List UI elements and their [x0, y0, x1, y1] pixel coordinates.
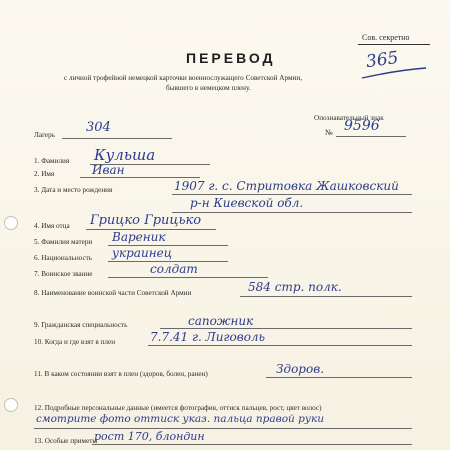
field-10-label: 10. Когда и где взят в плен	[34, 338, 116, 346]
field-8-rule	[240, 296, 412, 297]
field-3-value: 1907 г. с. Стритовка Жашковский	[174, 179, 399, 193]
handwritten-underline	[360, 66, 430, 80]
field-9-value: сапожник	[188, 314, 254, 328]
field-10-value: 7.7.41 г. Лиговоль	[150, 330, 266, 344]
handwritten-number: 365	[364, 47, 400, 73]
field-2-rule	[80, 177, 200, 178]
field-7-rule	[108, 277, 268, 278]
field-5-value: Вареник	[112, 230, 166, 244]
field-6-label: 6. Национальность	[34, 254, 93, 262]
tag-rule	[336, 136, 406, 137]
field-10-rule	[148, 345, 412, 346]
field-13-label: 13. Особые приметы	[34, 437, 98, 445]
field-12-label: 12. Подробные персональные данные (имеется фотография, оттиск пальцев, рост, цвет волос)	[34, 404, 322, 412]
subtitle-line-2: бывшего в немецком плену.	[166, 84, 251, 92]
field-13-value: рост 170, блондин	[94, 430, 205, 443]
field-8-value: 584 стр. полк.	[248, 280, 342, 294]
field-3-rule-2	[172, 212, 412, 213]
field-1-label: 1. Фамилия	[34, 157, 70, 165]
camp-rule	[62, 138, 172, 139]
field-1-value: Кульша	[94, 146, 156, 164]
tag-label: Опознавательный знак	[314, 114, 384, 122]
field-3-label: 3. Дата и место рождения	[34, 186, 113, 194]
field-2-label: 2. Имя	[34, 170, 55, 178]
page-title: ПЕРЕВОД	[186, 50, 276, 66]
field-8-label: 8. Наименование воинской части Советской Армии	[34, 289, 192, 297]
punch-hole-top	[4, 216, 18, 230]
subtitle-line-1: с личной трофейной немецкой карточки военнослужащего Советской Армии,	[64, 74, 302, 82]
stamp-underline	[358, 44, 430, 45]
field-9-label: 9. Гражданская специальность	[34, 321, 128, 329]
camp-label: Лагерь	[34, 131, 55, 139]
field-4-label: 4. Имя отца	[34, 222, 70, 230]
field-2-value: Иван	[92, 163, 125, 177]
field-7-value: солдат	[150, 262, 198, 276]
tag-value: 9596	[344, 118, 380, 134]
field-3-rule	[172, 194, 412, 195]
field-12-rule	[34, 428, 412, 429]
field-13-rule	[92, 444, 412, 445]
field-4-value: Грицко Грицько	[90, 213, 202, 228]
field-11-label: 11. В каком состоянии взят в плен (здоров, болен, ранен)	[34, 370, 208, 378]
camp-value: 304	[86, 120, 111, 135]
field-12-value: смотрите фото оттиск указ. пальца правой руки	[36, 413, 324, 425]
field-11-value: Здоров.	[276, 362, 325, 376]
field-7-label: 7. Воинское звание	[34, 270, 93, 278]
field-3-value-2: р-н Киевской обл.	[190, 196, 304, 210]
secret-stamp: Сов. секретно	[362, 33, 410, 42]
tag-prefix: №	[325, 128, 333, 137]
field-11-rule	[266, 377, 412, 378]
field-6-value: украинец	[112, 246, 173, 260]
field-9-rule	[160, 328, 412, 329]
punch-hole-bottom	[4, 398, 18, 412]
field-5-label: 5. Фамилия матери	[34, 238, 93, 246]
